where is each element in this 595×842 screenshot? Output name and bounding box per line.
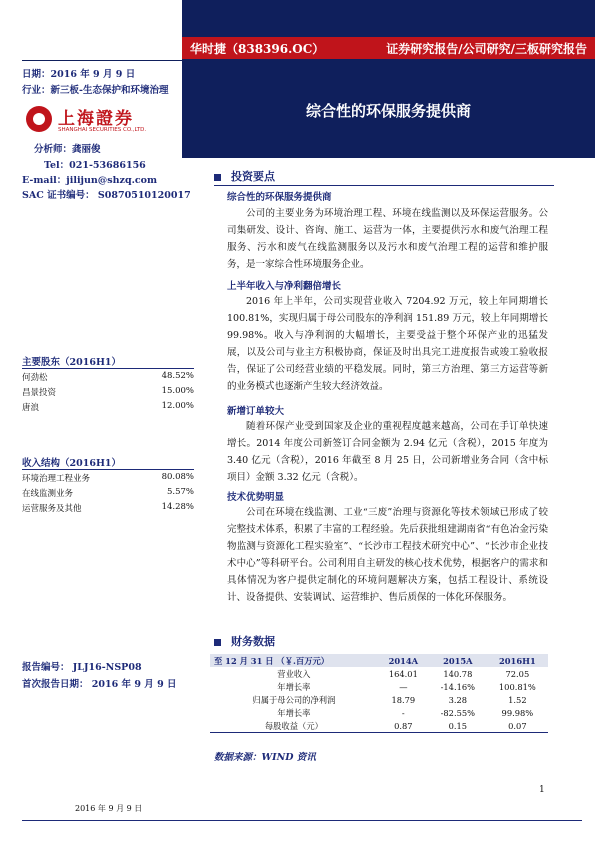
section-heading: 综合性的环保服务提供商 <box>227 192 332 203</box>
logo-name: 上海證券 <box>58 109 134 129</box>
sac-number: SAC 证书编号： S0870510120017 <box>22 190 191 201</box>
table-row: 营业收入 164.01 140.78 72.05 <box>277 668 530 679</box>
revenue-structure-title: 收入结构（2016H1） <box>22 458 122 469</box>
section-heading: 上半年收入与净利翻倍增长 <box>227 281 342 292</box>
industry: 行业：新三板-生态保护和环境治理 <box>22 85 169 96</box>
analyst-email: E-mail：jilijun@shzq.com <box>22 175 158 186</box>
divider <box>22 469 194 470</box>
section-text: 随着环保产业受到国家及企业的重视程度越来越高，公司在手订单快速增长。2014 年度公司新签订合同金额为 2.94 亿元（含税），2015 年度为 3.40 亿元（含税），2016 年截至 8 月 25 日，公司新增业务合同（含中标项目）金额 3.32 亿元（含税）。 <box>227 421 548 483</box>
table-row: 年增长率 - -82.55% 99.98% <box>277 707 534 718</box>
report-title: 综合性的环保服务提供商 <box>305 102 471 120</box>
header-red-bar <box>182 37 595 59</box>
header-band <box>182 0 595 158</box>
list-item: 在线监测业务 5.57% <box>22 487 194 499</box>
page-number: 1 <box>539 785 545 795</box>
footer-divider <box>22 820 582 821</box>
section-text: 2016 年上半年，公司实现营业收入 7204.92 万元，较上年同期增长 100.81%，实现归属于母公司股东的净利润 151.89 万元，较上年同期增长 99.98%。收入与净利润的大幅增长，主要受益于整个环保产业的迅猛发展，以及公司与业主方积极协商，保证及时出具完工进度报告或竣工验收报告，保证了公司经营业绩的平稳发展。同时，第三方治理、第三方运营等新的业务模式也逐渐产生较大经济效益。 <box>227 296 548 392</box>
section-heading: 新增订单较大 <box>227 406 285 417</box>
table-row: 每股收益（元） 0.87 0.15 0.07 <box>210 719 548 733</box>
table-row: 年增长率 — -14.16% 100.81% <box>277 681 536 692</box>
table-row: 归属于母公司的净利润 18.79 3.28 1.52 <box>252 694 527 705</box>
report-number: 报告编号： JLJ16-NSP08 <box>22 662 142 673</box>
analyst: 分析师：龚丽俊 <box>34 144 101 155</box>
stock-code: 华时捷（838396.OC） <box>190 42 325 56</box>
divider <box>22 60 182 61</box>
list-item: 环境治理工程业务 80.08% <box>22 472 194 484</box>
report-category: 证券研究报告/公司研究/三板研究报告 <box>386 42 587 56</box>
list-item: 何劲松 48.52% <box>22 371 194 383</box>
list-item: 昌景投资 15.00% <box>22 386 194 398</box>
financial-title: 财务数据 <box>214 633 275 649</box>
square-bullet-icon <box>214 639 221 646</box>
first-report-date: 首次报告日期： 2016 年 9 月 9 日 <box>22 679 177 690</box>
report-date: 日期：2016 年 9 月 9 日 <box>22 69 136 80</box>
list-item: 运营服务及其他 14.28% <box>22 502 194 514</box>
section-text: 公司的主要业务为环境治理工程、环境在线监测以及环保运营服务。公司集研发、设计、咨询、施工、运营为一体，主要提供污水和废气治理工程服务、污水和废气在线监测服务以及污水和废气治理工程的运营和维护服务，是一家综合性环境服务企业。 <box>227 208 548 270</box>
table-header-row: 至 12 月 31 日 （￥.百万元） 2014A 2015A 2016H1 <box>210 654 548 667</box>
section-text: 公司在环境在线监测、工业“三废”治理与资源化等技术领域已形成了较完整技术体系，积累了丰富的工程经验。先后获批组建湖南省“有色冶金污染物监测与资源化工程实验室”、“长沙市工程技术研究中心”、“长沙市企业技术中心”等科研平台。公司利用自主研发的核心技术优势，根据客户的需求和具体情况为客户提供定制化的环境问题解决方案，包括工程设计、系统设计、设备提供、安装调试、运营维护、售后质保的一体化环保服务。 <box>227 507 548 603</box>
section-heading: 技术优势明显 <box>227 492 285 503</box>
divider <box>22 368 194 369</box>
logo-mark-icon <box>26 106 52 132</box>
footer-date: 2016 年 9 月 9 日 <box>75 804 143 813</box>
investment-title: 投资要点 <box>214 168 275 184</box>
analyst-tel: Tel：021-53686156 <box>44 160 146 171</box>
square-bullet-icon <box>214 174 221 181</box>
list-item: 唐浪 12.00% <box>22 401 194 413</box>
divider <box>214 185 554 186</box>
logo <box>22 104 180 138</box>
shareholders-title: 主要股东（2016H1） <box>22 357 122 368</box>
financial-table <box>210 654 548 733</box>
logo-english: SHANGHAI SECURITIES CO.,LTD. <box>58 127 147 133</box>
data-source: 数据来源：WIND 资讯 <box>214 752 316 763</box>
